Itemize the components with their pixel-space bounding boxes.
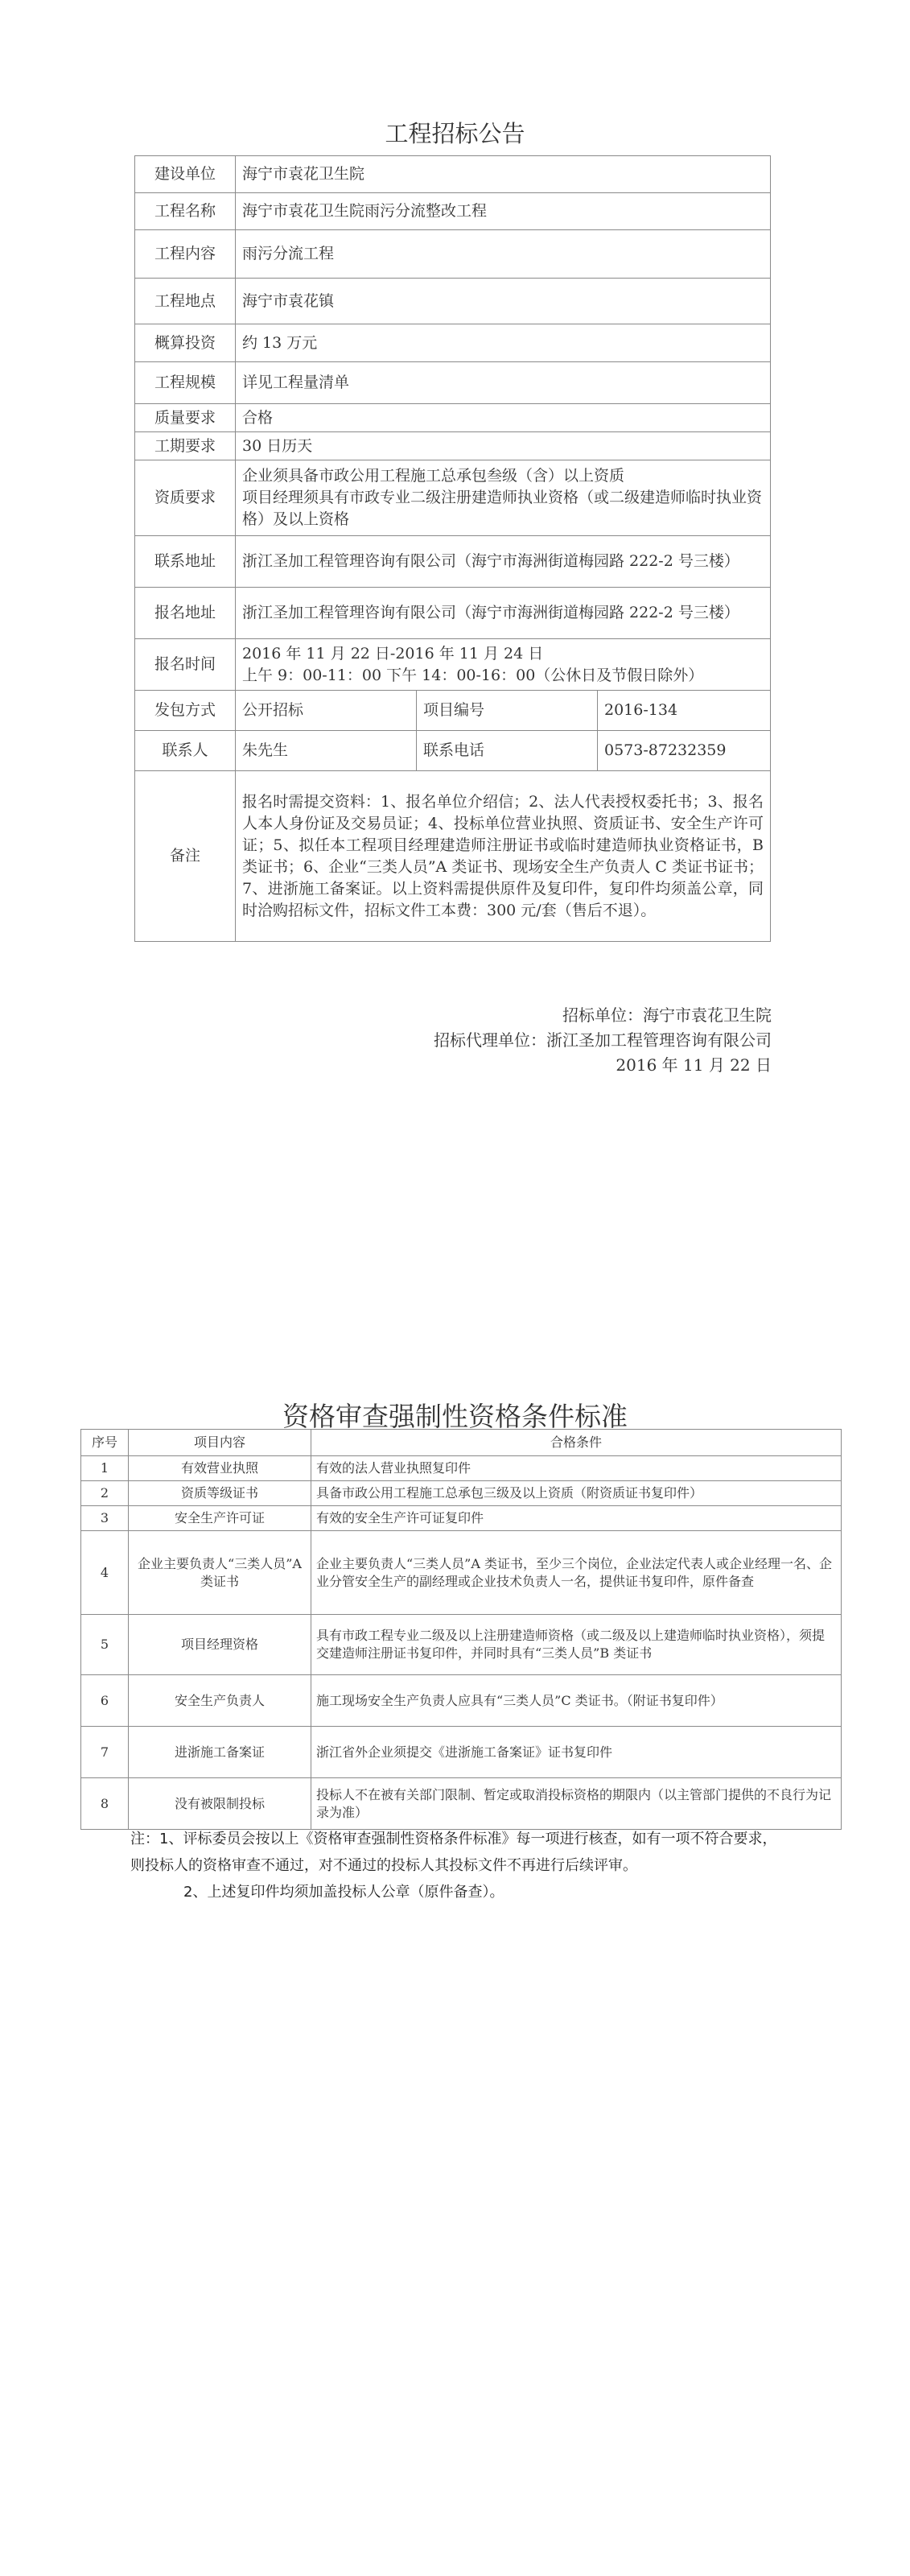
row-number: 1 bbox=[81, 1456, 129, 1481]
row-number: 8 bbox=[81, 1778, 129, 1830]
table-row bbox=[135, 193, 771, 230]
row-condition: 施工现场安全生产负责人应具有“三类人员”C 类证书。（附证书复印件） bbox=[311, 1675, 842, 1727]
row-label: 联系电话 bbox=[417, 731, 598, 771]
row-number: 2 bbox=[81, 1481, 129, 1506]
notes bbox=[130, 1826, 789, 1905]
row-label: 资质要求 bbox=[135, 460, 236, 536]
row-label: 工程内容 bbox=[135, 230, 236, 279]
notice-title: 工程招标公告 bbox=[385, 120, 525, 147]
row-condition: 企业主要负责人“三类人员”A 类证书，至少三个岗位，企业法定代表人或企业经理一名、企业分管安全生产的副经理或企业技术负责人一名，提供证书复印件，原件备查 bbox=[311, 1531, 842, 1615]
table-row bbox=[135, 156, 771, 193]
row-label: 工程名称 bbox=[135, 193, 236, 230]
signature-date: 2016 年 11 月 22 日 bbox=[616, 1055, 772, 1075]
row-item: 项目经理资格 bbox=[129, 1615, 311, 1675]
table-row bbox=[81, 1481, 842, 1506]
note-1: 注：1、评标委员会按以上《资格审查强制性资格条件标准》每一项进行核查，如有一项不符合要求，则投标人的资格审查不通过，对不通过的投标人其投标文件不再进行后续评审。 bbox=[130, 1831, 777, 1874]
row-value: 雨污分流工程 bbox=[236, 230, 771, 279]
row-condition: 具有市政工程专业二级及以上注册建造师资格（或二级及以上建造师临时执业资格），须提交建造师注册证书复印件，并同时具有“三类人员”B 类证书 bbox=[311, 1615, 842, 1675]
table-row bbox=[81, 1675, 842, 1727]
table-row bbox=[135, 432, 771, 460]
row-value: 企业须具备市政公用工程施工总承包叁级（含）以上资质 项目经理须具有市政专业二级注册建造师执业资格（或二级建造师临时执业资格）及以上资格 bbox=[236, 460, 771, 536]
row-value: 报名时需提交资料：1、报名单位介绍信；2、法人代表授权委托书；3、报名人本人身份证及交易员证；4、投标单位营业执照、资质证书、安全生产许可证；5、拟任本工程项目经理建造师注册证书或临时建造师执业资格证书，B 类证书；6、企业“三类人员”A 类证书、现场安全生产负责人 C 类证书证书；7、进浙施工备案证。以上资料需提供原件及复印件，复印件均须盖公章，同时洽购招标文件，招标文件工本费：300 元/套（售后不退）。 bbox=[236, 771, 771, 942]
row-label: 报名时间 bbox=[135, 639, 236, 691]
row-condition: 浙江省外企业须提交《进浙施工备案证》证书复印件 bbox=[311, 1727, 842, 1778]
row-label: 建设单位 bbox=[135, 156, 236, 193]
table-row bbox=[135, 536, 771, 588]
row-value: 2016 年 11 月 22 日-2016 年 11 月 24 日 上午 9：00-11：00 下午 14：00-16：00（公休日及节假日除外） bbox=[236, 639, 771, 691]
table-row bbox=[135, 230, 771, 279]
row-value: 约 13 万元 bbox=[236, 324, 771, 362]
row-item: 资质等级证书 bbox=[129, 1481, 311, 1506]
row-condition: 有效的法人营业执照复印件 bbox=[311, 1456, 842, 1481]
row-condition: 投标人不在被有关部门限制、暂定或取消投标资格的期限内（以主管部门提供的不良行为记录为准） bbox=[311, 1778, 842, 1830]
row-label: 工程地点 bbox=[135, 279, 236, 324]
table-header-row bbox=[81, 1430, 842, 1456]
row-condition: 具备市政公用工程施工总承包三级及以上资质（附资质证书复印件） bbox=[311, 1481, 842, 1506]
row-item: 安全生产许可证 bbox=[129, 1506, 311, 1531]
row-number: 6 bbox=[81, 1675, 129, 1727]
table-row bbox=[81, 1778, 842, 1830]
row-item: 安全生产负责人 bbox=[129, 1675, 311, 1727]
row-value: 2016-134 bbox=[598, 691, 771, 731]
column-header: 序号 bbox=[81, 1430, 129, 1456]
row-label: 发包方式 bbox=[135, 691, 236, 731]
agent-signature: 招标代理单位：浙江圣加工程管理咨询有限公司 bbox=[434, 1030, 772, 1050]
row-label: 联系地址 bbox=[135, 536, 236, 588]
table-row bbox=[135, 324, 771, 362]
table-row bbox=[135, 639, 771, 691]
row-number: 4 bbox=[81, 1531, 129, 1615]
row-label: 备注 bbox=[135, 771, 236, 942]
column-header: 项目内容 bbox=[129, 1430, 311, 1456]
row-value: 浙江圣加工程管理咨询有限公司（海宁市海洲街道梅园路 222-2 号三楼） bbox=[236, 536, 771, 588]
row-value: 30 日历天 bbox=[236, 432, 771, 460]
column-header: 合格条件 bbox=[311, 1430, 842, 1456]
table-row bbox=[81, 1531, 842, 1615]
notice-table bbox=[134, 155, 771, 942]
row-label: 联系人 bbox=[135, 731, 236, 771]
table-row bbox=[81, 1727, 842, 1778]
row-value: 海宁市袁花卫生院 bbox=[236, 156, 771, 193]
row-item: 企业主要负责人“三类人员”A 类证书 bbox=[129, 1531, 311, 1615]
row-value: 0573-87232359 bbox=[598, 731, 771, 771]
table-row bbox=[135, 460, 771, 536]
row-condition: 有效的安全生产许可证复印件 bbox=[311, 1506, 842, 1531]
row-value: 合格 bbox=[236, 404, 771, 432]
row-value: 海宁市袁花镇 bbox=[236, 279, 771, 324]
table-row bbox=[135, 771, 771, 942]
row-number: 3 bbox=[81, 1506, 129, 1531]
note-2: 2、上述复印件均须加盖投标人公章（原件备查）。 bbox=[183, 1884, 504, 1901]
table-row bbox=[135, 279, 771, 324]
row-value: 详见工程量清单 bbox=[236, 362, 771, 404]
row-value: 公开招标 bbox=[236, 691, 417, 731]
row-label: 概算投资 bbox=[135, 324, 236, 362]
table-row bbox=[81, 1456, 842, 1481]
table-row bbox=[135, 588, 771, 639]
row-number: 5 bbox=[81, 1615, 129, 1675]
table-row bbox=[81, 1506, 842, 1531]
table-row bbox=[81, 1615, 842, 1675]
standard-title: 资格审查强制性资格条件标准 bbox=[282, 1401, 628, 1432]
table-row bbox=[135, 404, 771, 432]
row-label: 报名地址 bbox=[135, 588, 236, 639]
table-row bbox=[135, 362, 771, 404]
table-row bbox=[135, 691, 771, 731]
row-number: 7 bbox=[81, 1727, 129, 1778]
row-label: 项目编号 bbox=[417, 691, 598, 731]
row-item: 进浙施工备案证 bbox=[129, 1727, 311, 1778]
row-label: 工期要求 bbox=[135, 432, 236, 460]
table-row bbox=[135, 731, 771, 771]
row-label: 工程规模 bbox=[135, 362, 236, 404]
tenderer-signature: 招标单位：海宁市袁花卫生院 bbox=[562, 1005, 772, 1025]
row-item: 有效营业执照 bbox=[129, 1456, 311, 1481]
row-value: 海宁市袁花卫生院雨污分流整改工程 bbox=[236, 193, 771, 230]
standard-table bbox=[80, 1429, 842, 1830]
row-value: 朱先生 bbox=[236, 731, 417, 771]
row-item: 没有被限制投标 bbox=[129, 1778, 311, 1830]
row-value: 浙江圣加工程管理咨询有限公司（海宁市海洲街道梅园路 222-2 号三楼） bbox=[236, 588, 771, 639]
row-label: 质量要求 bbox=[135, 404, 236, 432]
